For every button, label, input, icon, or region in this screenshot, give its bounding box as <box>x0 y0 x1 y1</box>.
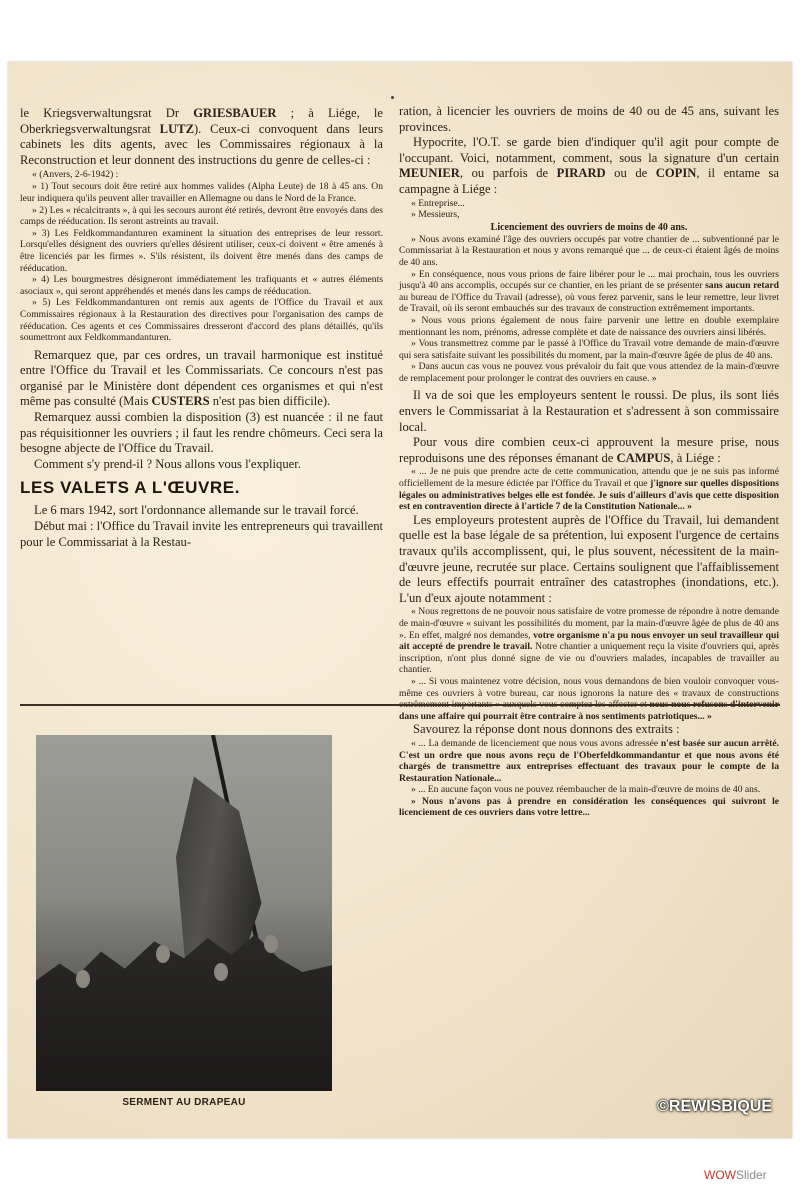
paragraph: Remarquez aussi combien la disposition (3) est nuancée : il ne faut pas réquisitionner les ouvriers ; il faut les rendre chômeurs. Ceci sera la besogne abjecte de l'Office du Travail. <box>20 410 383 456</box>
face <box>76 970 90 988</box>
photo-image <box>36 735 332 1091</box>
face <box>264 935 278 953</box>
right-column <box>399 104 779 819</box>
logo-wow: WOW <box>704 1168 736 1182</box>
logo-slider: Slider <box>736 1168 767 1182</box>
paragraph: Comment s'y prend-il ? Nous allons vous l'expliquer. <box>34 456 301 471</box>
paragraph: » Messieurs, <box>411 209 460 221</box>
paragraph: Savourez la réponse dont nous donnons des extraits : <box>413 722 680 737</box>
watermark: ©REWISBIQUE <box>657 1098 772 1115</box>
paragraph: » 1) Tout secours doit être retiré aux hommes valides (Alpha Leute) de 18 à 45 ans. On leur indiquera qu'ils peuvent aller travailler en Allemagne ou dans le Nord de la France. <box>20 181 383 204</box>
paragraph: Hypocrite, l'O.T. se garde bien d'indiquer qu'il agit pour compte de l'occupant. Voici, notamment, comment, sous la signature d'un certain MEUNIER, ou parfois de PIRARD ou de COPIN, il entame sa campagne à Liége : <box>399 135 779 196</box>
photo-caption: SERMENT AU DRAPEAU <box>122 1097 246 1108</box>
paragraph: » 5) Les Feldkommandanturen ont remis aux agents de l'Office du Travail et aux Commissaires régionaux à la Restauration des directives pour l'organisation des camps de rééducation. Ces agents et ces Commissaires dresseront d'accord des plans détaillés, qu'ils soumettront aux Feldkommandanturen. <box>20 297 383 344</box>
paragraph: » 2) Les « récalcitrants », à qui les secours auront été retirés, devront être envoyés dans des camps de rééducation. Ils seront astreints au travail. <box>20 204 383 228</box>
paragraph: » Nous n'avons pas à prendre en considération les conséquences qui suivront le licenciement de ces ouvriers dans votre lettre... <box>399 795 779 819</box>
left-column <box>20 106 383 550</box>
section-rule <box>20 704 780 706</box>
paragraph: Remarquez que, par ces ordres, un travail harmonique est institué entre l'Office du Travail et les Commissariats. Ce concours n'est pas organisé par le Ministère dont dépendent ces organismes et qui n'est même pas consulté (Mais CUSTERS n'est pas bien difficile). <box>20 347 383 409</box>
paragraph: Le 6 mars 1942, sort l'ordonnance allemande sur le travail forcé. <box>34 503 359 518</box>
newspaper-page <box>8 62 792 1138</box>
paragraph: » Dans aucun cas vous ne pouvez vous prévaloir du fait que vous attendez de la main-d'œuvre de remplacement pour prolonger le contrat des ouvriers en cause. » <box>399 361 779 384</box>
paragraph: le Kriegsverwaltungsrat Dr GRIESBAUER ; à Liége, le Oberkriegsverwaltungsrat LUTZ). Ceux-ci convoquent dans leurs cabinets les dits agents, avec les Commissaires régionaux à la Reconstruction et leur donnent des instructions du genre de celles-ci : <box>20 106 383 167</box>
print-dot <box>391 96 394 99</box>
face <box>156 945 170 963</box>
paragraph: ration, à licencier les ouvriers de moins de 40 ou de 45 ans, suivant les provinces. <box>399 104 779 134</box>
paragraph: « Entreprise... <box>411 197 465 209</box>
paragraph: » 3) Les Feldkommandanturen examinent la situation des entreprises de leur ressort. Lorsqu'elles désignent des ouvriers qu'elles désirent utiliser, ceux-ci doivent « être amenés à être licenciés par les firmes ». S'ils résistent, ils doivent être menés dans des camps de rééducation. <box>20 227 383 274</box>
paragraph: « Nous regrettons de ne pouvoir nous satisfaire de votre promesse de répondre à notre demande de main-d'œuvre « suivant les possibilités du moment, par la main-d'œuvre âgée de plus de 40 ans ». En effet, malgré nos demandes, votre organisme n'a pu nous envoyer un seul travailleur qui ait accepté de prendre le travail. Notre chantier a uniquement reçu la visite d'ouvriers qui, après inscription, n'ont plus donné signe de vie ou d'ouvriers malades, incapables de travailler au chantier. <box>399 606 780 676</box>
paragraph: Il va de soi que les employeurs sentent le roussi. De plus, ils sont liés envers le Commissariat à la Restauration et s'adressent à son commissaire local. <box>399 388 779 434</box>
section-headline: LES VALETS A L'ŒUVRE. <box>20 478 241 498</box>
paragraph: » ... Si vous maintenez votre décision, nous vous demandons de bien vouloir convoquer vous-même ces ouvriers à votre bureau, car nous ignorons la nature des « travaux de constructions dans une affaire qui pourrait être contraire à nos sentiments patriotiques... » <box>399 675 779 722</box>
face <box>214 963 228 981</box>
wowslider-logo[interactable] <box>704 1168 767 1182</box>
paragraph: Licenciement des ouvriers de moins de 40 ans. <box>490 221 688 233</box>
paragraph: » En conséquence, nous vous prions de faire libérer pour le ... mai prochain, tous les ouvriers jusqu'à 40 ans accomplis, occupés sur ce chantier, en les priant de se présenter sans aucun retard au bureau de l'Office du Travail (adresse), où vous ferez parvenir, sans le leur remettre, leur livret de Travail, où ils seront embauchés sur des travaux de construction extrêmement importants. <box>399 268 779 315</box>
paragraph: « ... Je ne puis que prendre acte de cette communication, attendu que je ne suis pas informé officiellement de la mesure édictée par l'Office du Travail et que j'ignore sur quelles dispositions légales ou administratives belges elle est fondée. Je suis d'ailleurs d'avis que cette disposition est en contravention directe à l'article 7 de la Constitution Nationale... » <box>399 466 779 513</box>
paragraph: » Vous transmettrez comme par le passé à l'Office du Travail votre demande de main-d'œuvre qui sera satisfaite suivant les possibilités du moment, par la main-d'œuvre âgée de plus de 40 ans. <box>399 338 779 361</box>
paragraph: Pour vous dire combien ceux-ci approuvent la mesure prise, nous reproduisons une des réponses émanant de CAMPUS, à Liége : <box>399 435 779 465</box>
paragraph: « (Anvers, 2-6-1942) : <box>32 169 119 181</box>
paragraph: » Nous vous prions également de nous faire parvenir une lettre en double exemplaire mentionnant les nom, prénoms, adresse complète et date de naissance des ouvriers ainsi libérés. <box>399 314 779 338</box>
paragraph: » 4) Les bourgmestres désigneront immédiatement les trafiquants et « autres éléments asociaux », qui seront appréhendés et menés dans les camps de rééducation. <box>20 274 383 297</box>
paragraph: Début mai : l'Office du Travail invite les entrepreneurs qui travaillent pour le Commissariat à la Restau- <box>20 519 383 549</box>
paragraph: » ... En aucune façon vous ne pouvez réembaucher de la main-d'œuvre de moins de 40 ans. <box>411 784 761 796</box>
paragraph: Les employeurs protestent auprès de l'Office du Travail, lui demandent quelle est la base légale de sa prétention, lui exposent l'urgence de certains travaux qu'ils accomplissent, qui, le plus souvent, nécessitent de la main-d'œuvre jeune, recrutée sur place. Certains soulignent que l'affaiblissement de leurs effectifs pourrait entraîner des catastrophes (inondations, etc.). L'un d'eux ajoute notamment : <box>399 512 779 605</box>
paragraph: » Nous avons examiné l'âge des ouvriers occupés par votre chantier de ... subventionné par le Commissariat à la Restauration et nous y avons remarqué que ... de ceux-ci étaient âgés de moins de 40 ans. <box>399 233 779 268</box>
paragraph: « ... La demande de licenciement que nous vous avons adressée n'est basée sur aucun arrêté. C'est un ordre que nous avons reçu de l'Oberfeldkommandantur et que nous avons été chargés de transmettre aux entreprises effectuant des travaux pour le compte de la Restauration Nationale... <box>399 737 779 784</box>
